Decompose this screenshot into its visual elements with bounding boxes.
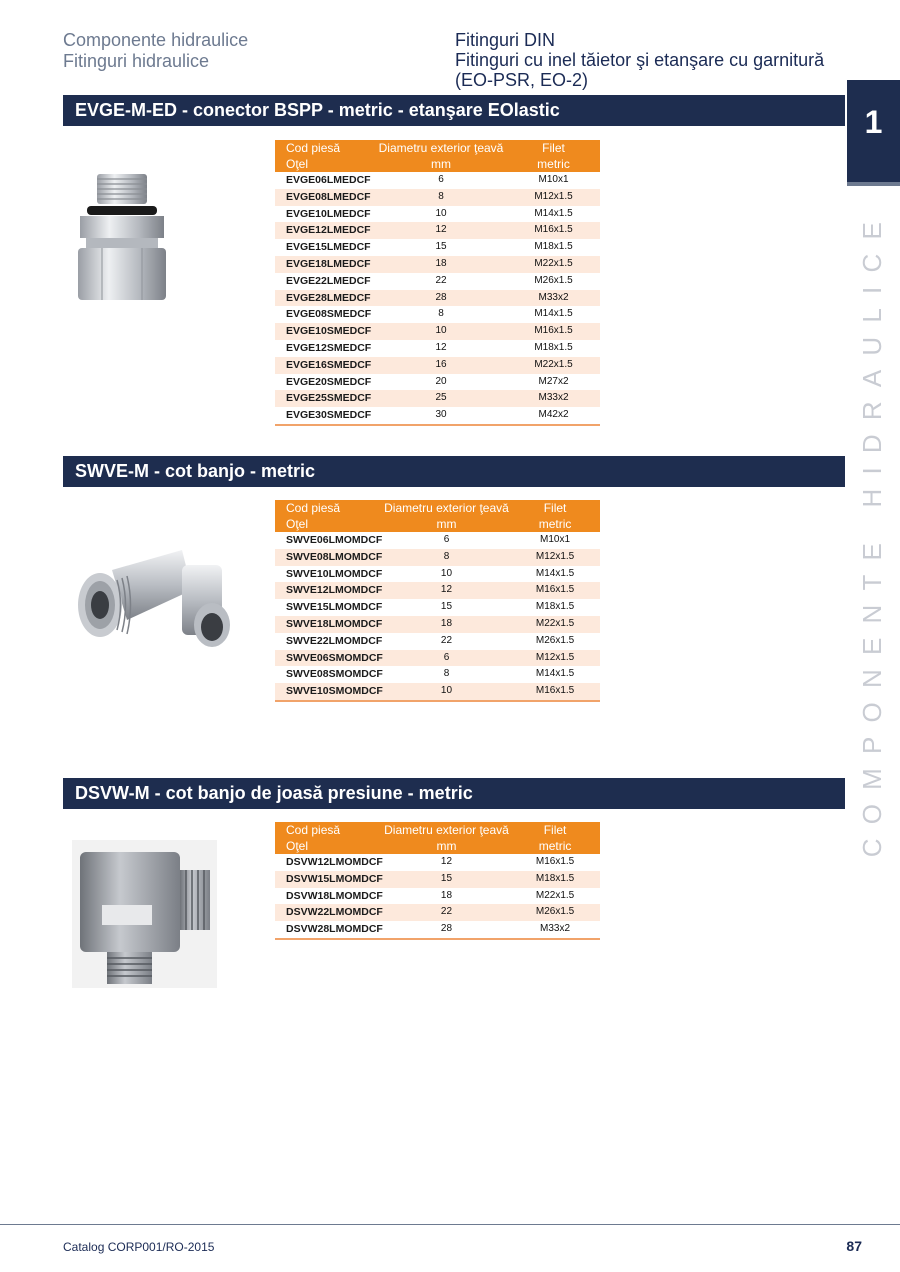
part-code-cell: EVGE12SMEDCF bbox=[286, 341, 372, 354]
tube-diameter-cell: 10 bbox=[375, 323, 507, 340]
tube-diameter-cell: 12 bbox=[440, 856, 453, 867]
part-code-cell: DSVW15LMOMDCF bbox=[275, 871, 383, 888]
tube-diameter-cell: 8 bbox=[443, 668, 450, 680]
table-row bbox=[275, 683, 600, 701]
part-code-cell: EVGE22LMEDCF bbox=[286, 274, 371, 287]
part-code-cell: DSVW22LMOMDCF bbox=[275, 904, 383, 921]
footer-catalog: Catalog CORP001/RO-2015 bbox=[63, 1240, 215, 1254]
part-code-cell: SWVE08SMOMDCF bbox=[286, 668, 383, 681]
thread-cell: M16x1.5 bbox=[535, 856, 575, 867]
part-code-cell: SWVE08LMOMDCF bbox=[275, 549, 383, 566]
vertical-chapter-label-text: COMPONENTE HIDRAULICE bbox=[856, 208, 887, 858]
header-right bbox=[455, 30, 824, 90]
table-row bbox=[275, 921, 600, 939]
thread-cell: M18x1.5 bbox=[534, 241, 573, 253]
tube-diameter-cell: 12 bbox=[435, 341, 447, 353]
thread-cell: M33x2 bbox=[510, 921, 600, 939]
part-code-cell: SWVE22LMOMDCF bbox=[286, 634, 383, 647]
tube-diameter-cell: 28 bbox=[383, 921, 510, 939]
thread-cell: M14x1.5 bbox=[534, 207, 573, 219]
part-code-cell: SWVE10SMOMDCF bbox=[275, 683, 383, 701]
part-code-cell: SWVE15LMOMDCF bbox=[286, 601, 383, 614]
part-code-cell: EVGE18LMEDCF bbox=[275, 256, 375, 273]
col-header-thread: Filet metric bbox=[510, 822, 600, 854]
table-row bbox=[275, 666, 600, 683]
tube-diameter-cell: 10 bbox=[440, 567, 453, 579]
thread-cell: M18x1.5 bbox=[535, 601, 575, 613]
tube-diameter-cell: 6 bbox=[438, 174, 444, 185]
product-table-dsvw bbox=[275, 822, 600, 940]
part-code-cell: EVGE08SMEDCF bbox=[286, 308, 372, 321]
thread-cell: M14x1.5 bbox=[535, 567, 575, 579]
tube-diameter-cell: 10 bbox=[435, 207, 447, 219]
tube-diameter-cell: 6 bbox=[383, 650, 510, 667]
part-code-cell: SWVE10LMOMDCF bbox=[286, 567, 383, 580]
part-code-cell: DSVW12LMOMDCF bbox=[286, 856, 383, 868]
table-row bbox=[275, 871, 600, 888]
table-row bbox=[275, 222, 600, 239]
table-row bbox=[275, 306, 600, 323]
thread-cell: M26x1.5 bbox=[535, 634, 575, 646]
thread-cell: M14x1.5 bbox=[534, 308, 573, 320]
low-pressure-banjo-fitting-image bbox=[72, 840, 217, 988]
thread-cell: M12x1.5 bbox=[510, 650, 600, 667]
section-title-evge: EVGE-M-ED - conector BSPP - metric - etanşare EOlastic bbox=[63, 95, 845, 126]
tube-diameter-cell: 12 bbox=[375, 222, 507, 239]
tube-diameter-cell: 18 bbox=[375, 256, 507, 273]
thread-cell: M16x1.5 bbox=[510, 683, 600, 701]
part-code-cell: EVGE25SMEDCF bbox=[275, 390, 375, 407]
banjo-elbow-fitting-image bbox=[72, 545, 242, 650]
thread-cell: M22x1.5 bbox=[510, 616, 600, 633]
thread-cell: M33x2 bbox=[507, 390, 600, 407]
table-row bbox=[275, 206, 600, 223]
thread-cell: M22x1.5 bbox=[507, 357, 600, 374]
thread-cell: M16x1.5 bbox=[507, 222, 600, 239]
product-table-swve bbox=[275, 500, 600, 702]
tube-diameter-cell: 20 bbox=[435, 375, 447, 387]
tube-diameter-cell: 15 bbox=[435, 241, 447, 253]
thread-cell: M18x1.5 bbox=[510, 871, 600, 888]
table-row bbox=[275, 549, 600, 566]
col-header-diameter: Diametru exterior ţeavă mm bbox=[384, 823, 509, 853]
part-code-cell: SWVE18LMOMDCF bbox=[275, 616, 383, 633]
part-code-cell: SWVE12LMOMDCF bbox=[275, 582, 383, 599]
table-row bbox=[275, 290, 600, 307]
table-row bbox=[275, 582, 600, 599]
thread-cell: M42x2 bbox=[507, 407, 600, 425]
table-row bbox=[275, 599, 600, 616]
thread-cell: M18x1.5 bbox=[534, 341, 573, 353]
part-code-cell: EVGE12LMEDCF bbox=[275, 222, 375, 239]
tube-diameter-cell: 8 bbox=[383, 549, 510, 566]
part-code-cell: EVGE15LMEDCF bbox=[286, 241, 371, 254]
vertical-chapter-label bbox=[857, 208, 887, 857]
thread-cell: M26x1.5 bbox=[534, 274, 573, 286]
table-row bbox=[275, 357, 600, 374]
tube-diameter-cell: 18 bbox=[440, 889, 453, 901]
thread-cell: M22x1.5 bbox=[507, 256, 600, 273]
table-row bbox=[275, 633, 600, 650]
table-row bbox=[275, 854, 600, 871]
table-row bbox=[275, 888, 600, 905]
tube-diameter-cell: 6 bbox=[443, 534, 450, 545]
thread-cell: M12x1.5 bbox=[510, 549, 600, 566]
table-row bbox=[275, 390, 600, 407]
col-header-thread: Filet metric bbox=[507, 140, 600, 172]
thread-cell: M27x2 bbox=[538, 375, 569, 387]
tube-diameter-cell: 16 bbox=[375, 357, 507, 374]
col-header-code: Cod piesă Oţel bbox=[275, 140, 375, 172]
tube-diameter-cell: 8 bbox=[438, 308, 444, 320]
table-row bbox=[275, 407, 600, 425]
thread-cell: M16x1.5 bbox=[510, 582, 600, 599]
thread-cell: M10x1 bbox=[540, 534, 571, 545]
table-row bbox=[275, 904, 600, 921]
table-row bbox=[275, 189, 600, 206]
section-title-dsvw: DSVW-M - cot banjo de joasă presiune - metric bbox=[63, 778, 845, 809]
tube-diameter-cell: 25 bbox=[375, 390, 507, 407]
table-row bbox=[275, 323, 600, 340]
tube-diameter-cell: 22 bbox=[435, 274, 447, 286]
part-code-cell: EVGE10LMEDCF bbox=[286, 207, 371, 220]
thread-cell: M10x1 bbox=[538, 174, 569, 185]
part-code-cell: SWVE06SMOMDCF bbox=[275, 650, 383, 667]
part-code-cell: EVGE06LMEDCF bbox=[286, 174, 371, 186]
tube-diameter-cell: 10 bbox=[383, 683, 510, 701]
tube-diameter-cell: 12 bbox=[383, 582, 510, 599]
table-row bbox=[275, 172, 600, 189]
table-row bbox=[275, 374, 600, 391]
col-header-code: Cod piesă Oţel bbox=[275, 500, 383, 532]
header-subtitle: Fitinguri cu inel tăietor şi etanşare cu garnitură bbox=[455, 50, 825, 70]
header-title: Fitinguri DIN bbox=[455, 30, 556, 50]
table-row bbox=[275, 340, 600, 357]
tube-diameter-cell: 18 bbox=[383, 616, 510, 633]
chapter-number-tab[interactable]: 1 bbox=[847, 80, 900, 182]
col-header-diameter: Diametru exterior ţeavă mm bbox=[375, 140, 507, 172]
table-row bbox=[275, 650, 600, 667]
part-code-cell: SWVE06LMOMDCF bbox=[286, 534, 383, 546]
table-row bbox=[275, 239, 600, 256]
part-code-cell: EVGE28LMEDCF bbox=[275, 290, 375, 307]
table-row bbox=[275, 256, 600, 273]
chapter-divider bbox=[847, 182, 900, 186]
header-category: Componente hidraulice bbox=[63, 30, 249, 50]
part-code-cell: DSVW28LMOMDCF bbox=[275, 921, 383, 939]
part-code-cell: EVGE08LMEDCF bbox=[275, 189, 375, 206]
tube-diameter-cell: 30 bbox=[375, 407, 507, 425]
col-header-diameter: Diametru exterior ţeavă mm bbox=[384, 501, 509, 531]
header-subcategory: Fitinguri hidraulice bbox=[63, 51, 210, 71]
part-code-cell: EVGE16SMEDCF bbox=[275, 357, 375, 374]
thread-cell: M33x2 bbox=[507, 290, 600, 307]
part-code-cell: DSVW18LMOMDCF bbox=[286, 889, 383, 902]
part-code-cell: EVGE10SMEDCF bbox=[275, 323, 375, 340]
tube-diameter-cell: 8 bbox=[375, 189, 507, 206]
footer-divider bbox=[0, 1224, 900, 1225]
thread-cell: M16x1.5 bbox=[507, 323, 600, 340]
part-code-cell: EVGE20SMEDCF bbox=[286, 375, 372, 388]
tube-diameter-cell: 22 bbox=[383, 904, 510, 921]
thread-cell: M26x1.5 bbox=[510, 904, 600, 921]
col-header-thread: Filet metric bbox=[510, 500, 600, 532]
tube-diameter-cell: 15 bbox=[383, 871, 510, 888]
page-number: 87 bbox=[846, 1238, 862, 1254]
thread-cell: M12x1.5 bbox=[507, 189, 600, 206]
table-row bbox=[275, 532, 600, 549]
tube-diameter-cell: 22 bbox=[440, 634, 453, 646]
table-row bbox=[275, 616, 600, 633]
thread-cell: M14x1.5 bbox=[535, 668, 575, 680]
tube-diameter-cell: 15 bbox=[440, 601, 453, 613]
header-subtitle-codes: (EO-PSR, EO-2) bbox=[455, 70, 589, 90]
table-row bbox=[275, 566, 600, 583]
straight-connector-fitting-image bbox=[72, 168, 172, 306]
tube-diameter-cell: 28 bbox=[375, 290, 507, 307]
thread-cell: M22x1.5 bbox=[535, 889, 575, 901]
product-table-evge bbox=[275, 140, 600, 426]
header-left bbox=[63, 30, 248, 72]
part-code-cell: EVGE30SMEDCF bbox=[275, 407, 375, 425]
section-title-swve: SWVE-M - cot banjo - metric bbox=[63, 456, 845, 487]
table-row bbox=[275, 273, 600, 290]
col-header-code: Cod piesă Oţel bbox=[275, 822, 383, 854]
